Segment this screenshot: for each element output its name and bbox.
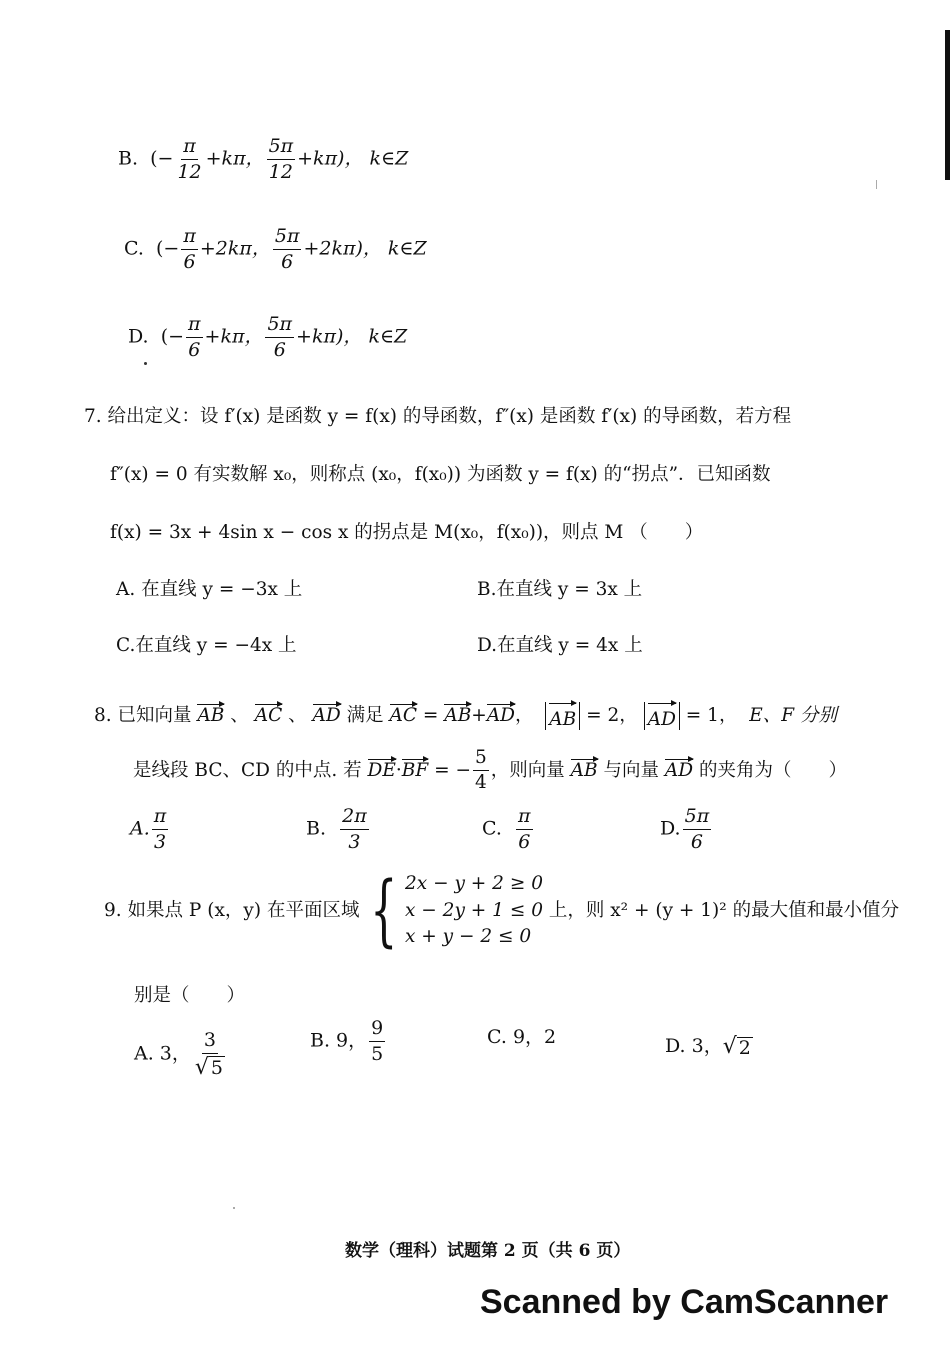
scan-speck <box>233 1207 235 1209</box>
q9-option-b: B. 9， $\frac{9}{5}$ <box>310 1017 384 1065</box>
q6-option-b: B. (− $\frac{\pi}{12}$ +kπ， $\frac{5\pi}{12}$ +kπ)， k∈Z <box>118 135 409 183</box>
q8-option-a: A. $\frac{\pi}{3}$ <box>130 805 167 853</box>
q7-line-2: f″(x) = 0 有实数解 x₀，则称点 (x₀，f(x₀)) 为函数 y = f(x) 的“拐点”．已知函数 <box>110 464 771 485</box>
q8-option-d: D. $\frac{5\pi}{6}$ <box>660 805 710 853</box>
q6-option-c: C. (− $\frac{\pi}{6}$ +2kπ， $\frac{5\pi}{6}$ +2kπ)， k∈Z <box>124 225 427 273</box>
q9-option-d: D. 3， √ 2 <box>665 1034 751 1059</box>
q8-line-2: 是线段 BC、CD 的中点. 若 DE·BF = − $\frac{5}{4}$ ，则向量 AB 与向量 AD 的夹角为（ ） <box>133 747 848 794</box>
scan-speck <box>144 362 147 365</box>
q7-option-a: A. 在直线 y = −3x 上 <box>116 579 303 600</box>
q6-option-d: D. (− $\frac{\pi}{6}$ +kπ， $\frac{5\pi}{6}$ +kπ)， k∈Z <box>128 313 408 361</box>
q9-line-2: 别是（ ） <box>134 985 246 1006</box>
camscanner-watermark: Scanned by CamScanner <box>480 1283 889 1321</box>
q9-line-1: 9. 如果点 P (x，y) 在平面区域 { 2x − y + 2 ≥ 0 x − 2y + 1 ≤ 0 x + y − 2 ≤ 0 上，则 x² + (y + 1)² 的最大值和最小值分 <box>104 866 900 956</box>
scan-speck <box>876 180 877 189</box>
q7-option-b: B.在直线 y = 3x 上 <box>477 579 643 600</box>
q7-option-c: C.在直线 y = −4x 上 <box>116 635 297 656</box>
brace-symbol: { <box>370 866 398 956</box>
q8-option-c: C. $\frac{\pi}{6}$ <box>482 805 531 853</box>
page-edge-shadow <box>945 30 950 180</box>
q8-option-b: B. $\frac{2\pi}{3}$ <box>306 805 367 853</box>
q8-line-1: 8. 已知向量 AB 、 AC 、 AD 满足 AC = AB+AD， AB = 2， AD = 1， E、F 分别 <box>94 702 837 730</box>
q9-option-a: A. 3， 3 √ 5 <box>134 1029 224 1080</box>
page-footer: 数学（理科）试题第 2 页（共 6 页） <box>345 1241 631 1261</box>
inequality-system: { 2x − y + 2 ≥ 0 x − 2y + 1 ≤ 0 x + y − 2 ≤ 0 <box>370 866 543 956</box>
q7-option-d: D.在直线 y = 4x 上 <box>477 635 643 656</box>
q7-line-3: f(x) = 3x + 4sin x − cos x 的拐点是 M(x₀，f(x₀))，则点 M （ ） <box>110 522 704 543</box>
q7-line-1: 7. 给出定义：设 f′(x) 是函数 y = f(x) 的导函数，f″(x) 是函数 f′(x) 的导函数，若方程 <box>84 406 792 427</box>
q9-option-c: C. 9，2 <box>487 1026 557 1048</box>
